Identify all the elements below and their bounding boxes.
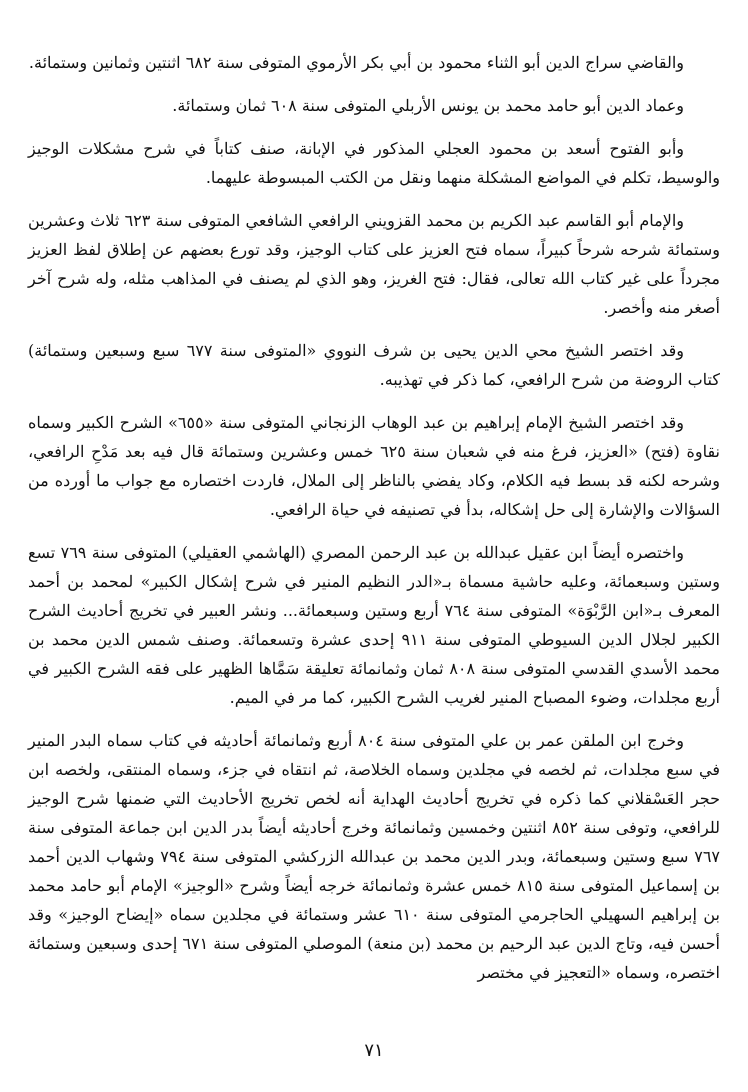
paragraph-5: وقد اختصر الشيخ محي الدين يحيى بن شرف النووي «المتوفى سنة ٦٧٧ سبع وسبعين وستمائة) كتاب الروضة من شرح الرافعي، كما ذكر في تهذيبه. [28,341,720,389]
paragraph-3: وأبو الفتوح أسعد بن محمود العجلي المذكور في الإبانة، صنف كتاباً في شرح مشكلات الوجيز والوسيط، تكلم في المواضع المشكلة منهما ونقل من الكتب المبسوطة عليهما. [28,139,720,187]
body-text [28,48,720,1001]
page-number: ٧١ [364,1040,384,1061]
paragraph-4: والإمام أبو القاسم عبد الكريم بن محمد القزويني الرافعي الشافعي المتوفى سنة ٦٢٣ ثلاث وعشرين وستمائة شرحه شرحاً كبيراً، سماه فتح العزيز على كتاب الوجيز، وقد تورع بعضهم عن إطلاق لفظ العزيز مجرداً على غير كتاب الله تعالى، فقال: فتح الغريز، وهو الذي لم يصنف في المذاهب مثله، وله شرح آخر أصغر منه وأخصر. [28,211,720,317]
paragraph-2: وعماد الدين أبو حامد محمد بن يونس الأربلي المتوفى سنة ٦٠٨ ثمان وستمائة. [172,96,684,115]
paragraph-1: والقاضي سراج الدين أبو الثناء محمود بن أبي بكر الأرموي المتوفى سنة ٦٨٢ اثنتين وثمانين وستمائة. [28,53,684,72]
paragraph-8: وخرج ابن الملقن عمر بن علي المتوفى سنة ٨٠٤ أربع وثمانمائة أحاديثه في كتاب سماه البدر المنير في سبع مجلدات، ثم لخصه في مجلدين وسماه الخلاصة، ثم انتقاه في جزء، وسماه المنتقى، ولخصه ابن حجر العَسْقلاني كما ذكره في تخريج أحاديث الهداية أنه لخص تخريج الأحاديث التي ضمنها شرح الوجيز للرافعي، وتوفى سنة ٨٥٢ اثنتين وخمسين وثمانمائة وخرج أحاديثه أيضاً بدر الدين ابن جماعة المتوفى سنة ٧٦٧ سبع وستين وسبعمائة، وبدر الدين محمد بن عبدالله الزركشي المتوفى سنة ٧٩٤ وشهاب الدين أحمد بن إسماعيل المتوفى سنة ٨١٥ خمس عشرة وثمانمائة خرجه أيضاً وشرح «الوجيز» الإمام أبو حامد محمد بن إبراهيم السهيلي الحاجرمي المتوفى سنة ٦١٠ عشر وستمائة في مجلدين سماه «إيضاح الوجيز» وقد أحسن فيه، وتاج الدين عبد الرحيم بن محمد (بن منعة) الموصلي المتوفى سنة ٦٧١ إحدى وسبعين وستمائة اختصره، وسماه «التعجيز في مختصر [28,731,721,982]
paragraph-7: واختصره أيضاً ابن عقيل عبدالله بن عبد الرحمن المصري (الهاشمي العقيلي) المتوفى سنة ٧٦٩ تسع وستين وسبعمائة، وعليه حاشية مسماة بـ«الدر النظيم المنير في شرح إشكال الكبير» لمحمد بن أحمد المعرف بـ«ابن الرَّبْوَة» المتوفى سنة ٧٦٤ أربع وستين وسبعمائة... ونشر العبير في تخريج أحاديث الشرح الكبير لجلال الدين السيوطي المتوفى سنة ٩١١ إحدى عشرة وتسعمائة. وصنف شمس الدين محمد بن محمد الأسدي القدسي المتوفى سنة ٨٠٨ ثمان وثمانمائة تعليقة سَمَّاها الظهير على فقه الشرح الكبير في أربع مجلدات، وضوء المصباح المنير لغريب الشرح الكبير، كما مر في الميم. [28,543,721,707]
paragraph-6: وقد اختصر الشيخ الإمام إبراهيم بن عبد الوهاب الزنجاني المتوفى سنة «٦٥٥» الشرح الكبير وسماه نقاوة (فتح) «العزيز، فرغ منه في شعبان سنة ٦٢٥ خمس وعشرين وستمائة قال فيه بعد مَدْحِ الرافعي، وشرحه لكنه قد بسط فيه الكلام، وكاد يفضي بالناظر إلى الملال، فاردت اختصاره مع جواب ما أورده من السؤالات والإشارة إلى حل إشكاله، بدأ في تصنيفه في حياة الرافعي. [28,413,720,519]
